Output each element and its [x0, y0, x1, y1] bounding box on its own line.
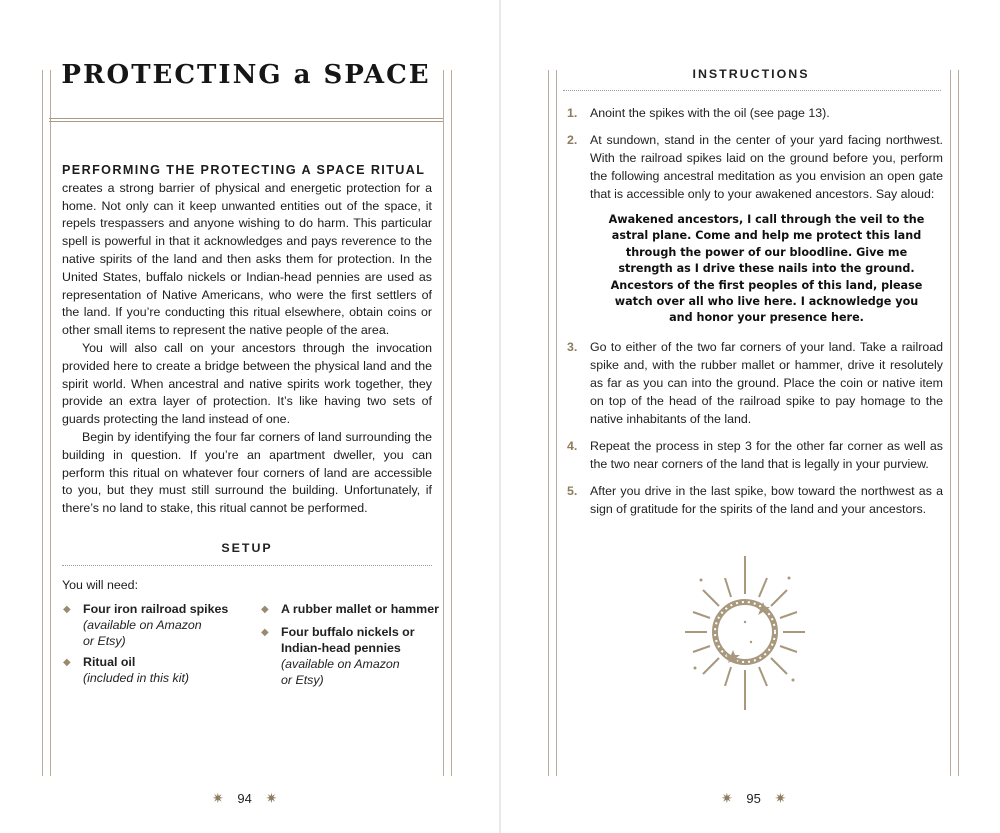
paragraph-3: Begin by identifying the four far corners of land surrounding the building in question. If you’re an apartment dweller, you can perform this ritual on whatever four corners of land are accessible to you, but they must still surround the building. Unfortunately, if there’s no land to stake, this ritual cannot be performed.	[62, 429, 432, 516]
list-item: ◆ Ritual oil (included in this kit)	[63, 655, 190, 685]
page-frame-right	[950, 70, 959, 776]
paragraph-2: You will also call on your ancestors through the invocation provided here to create a bridge between the physical land and the spirit world. When ancestral and native spirits work together, they provide an extra layer of protection. It’s like having two sets of guards protecting the land instead of one.	[62, 340, 432, 427]
list-item: ◆ Four buffalo nickels or Indian-head pennies (available on Amazon or Etsy)	[261, 625, 415, 687]
star-ornament-icon: ✷	[721, 790, 733, 806]
setup-heading: SETUP	[221, 541, 273, 555]
dotted-rule	[62, 565, 432, 566]
instructions-heading: INSTRUCTIONS	[692, 67, 810, 81]
right-page	[501, 0, 1000, 833]
paragraph-1: creates a strong barrier of physical and energetic protection for a home. Not only can it keep unwanted entities out of the space, it repels trespassers and anyone wishing to do harm. This particular spell is powerful in that it acknowledges and pays reverence to the native spirits of the land and then asks them for protection. In the United States, buffalo nickels or Indian-head pennies are used as representation of Native Americans, who were the first settlers of the land. If you’re conducting this ritual elsewhere, obtain coins or other small items to represent the native people of the area.	[62, 180, 432, 338]
page-frame-left	[548, 70, 557, 776]
page-footer	[721, 790, 786, 807]
list-item: 5. After you drive in the last spike, bow toward the northwest as a sign of gratitude for the spirits of the land and your ancestors.	[567, 483, 943, 516]
list-item: 4. Repeat the process in step 3 for the other far corner as well as the two near corners of the land that is legally in your purview.	[567, 438, 943, 471]
page-frame-right	[443, 70, 452, 776]
diamond-bullet-icon: ◆	[63, 657, 71, 668]
title-rule	[49, 118, 443, 119]
page-number: 94	[237, 791, 252, 806]
page-title: PROTECTING a SPACE	[61, 60, 431, 90]
list-item: ◆ Four iron railroad spikes (available on Amazon or Etsy)	[63, 602, 229, 648]
star-ornament-icon: ✷	[265, 790, 278, 806]
dotted-rule	[563, 90, 941, 91]
diamond-bullet-icon: ◆	[63, 604, 71, 615]
page-frame-left	[42, 70, 51, 776]
star-ornament-icon: ✷	[774, 790, 787, 806]
invocation-text: Awakened ancestors, I call through the veil to the astral plane. Come and help me protect this land through the power of our bloodline. Give me strength as I drive these nails into the ground. Ancestors of the first peoples of this land, please watch over all who live here. I acknowledge you and honor your presence here.	[608, 213, 925, 325]
sun-emblem-icon	[681, 550, 809, 715]
page-footer	[212, 790, 277, 807]
instruction-list	[563, 104, 943, 527]
list-item: ◆ A rubber mallet or hammer	[261, 602, 439, 616]
left-page	[0, 0, 499, 833]
diamond-bullet-icon: ◆	[261, 627, 269, 638]
list-item: 1. Anoint the spikes with the oil (see page 13).	[567, 106, 830, 120]
star-ornament-icon: ✷	[212, 790, 224, 806]
list-item: 2. At sundown, stand in the center of your yard facing northwest. With the railroad spikes laid on the ground before you, perform the following ancestral meditation as you envision an open gate that is accessible only to your awakened ancestors. Say aloud: Awakened ancestors, I call through the veil to the astral plane. Come and help me protect this land through the power of our bloodline. Give me strength as I drive these nails into the ground. Ancestors of the first peoples of this land, please watch over all who live here. I acknowledge you and honor your presence here.	[563, 131, 943, 327]
intro-text	[62, 162, 432, 518]
title-rule	[49, 121, 443, 122]
you-will-need-label: You will need:	[62, 578, 139, 592]
list-item: 3. Go to either of the two far corners of your land. Take a railroad spike and, with the rubber mallet or hammer, drive it resolutely as far as you can into the ground. Place the coin or native item on top of the head of the railroad spike to pay homage to the native inhabitants of the land.	[567, 339, 943, 426]
diamond-bullet-icon: ◆	[261, 604, 269, 615]
lead-in: PERFORMING THE PROTECTING A SPACE RITUAL	[62, 163, 426, 177]
page-number: 95	[746, 791, 761, 806]
